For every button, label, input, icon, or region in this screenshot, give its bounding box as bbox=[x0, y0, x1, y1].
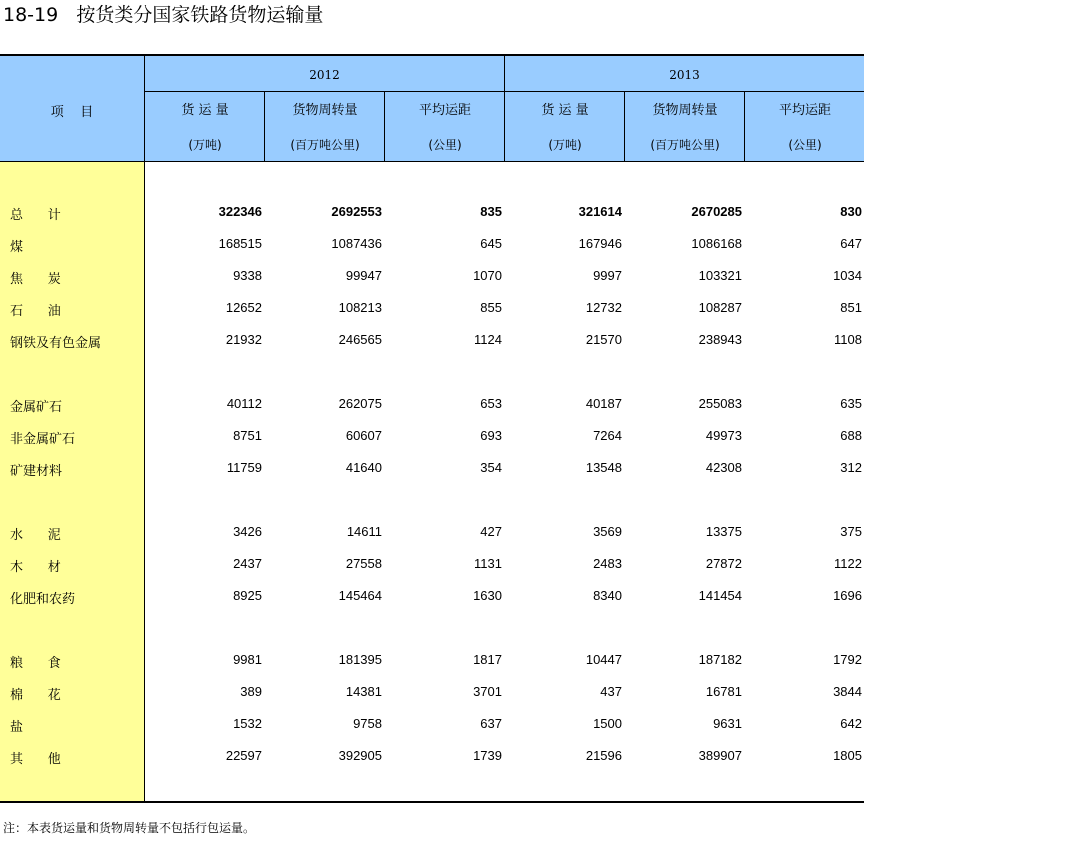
table-row bbox=[0, 748, 864, 768]
table-cell: 8340 bbox=[593, 588, 622, 603]
table-cell: 2437 bbox=[233, 556, 262, 571]
table-cell: 1532 bbox=[233, 716, 262, 731]
column-unit: (万吨) bbox=[188, 138, 222, 152]
table-row bbox=[0, 524, 864, 544]
table-cell: 1087436 bbox=[331, 236, 382, 251]
table-cell: 321614 bbox=[578, 204, 622, 219]
table-cell: 167946 bbox=[578, 236, 622, 251]
table-row bbox=[0, 716, 864, 736]
table-row bbox=[0, 428, 864, 448]
page-title: 18-19 按货类分国家铁路货物运输量 bbox=[3, 4, 324, 26]
table-cell: 108213 bbox=[338, 300, 382, 315]
table-cell: 9338 bbox=[233, 268, 262, 283]
row-label: 钢铁及有色金属 bbox=[10, 336, 102, 351]
table-cell: 645 bbox=[480, 236, 502, 251]
table-cell: 42308 bbox=[705, 460, 742, 475]
table-row bbox=[0, 204, 864, 224]
table-cell: 27872 bbox=[705, 556, 742, 571]
table-cell: 392905 bbox=[338, 748, 382, 763]
table-cell: 1108 bbox=[834, 332, 862, 347]
table-cell: 1086168 bbox=[691, 236, 742, 251]
table-cell: 99947 bbox=[345, 268, 382, 283]
table-cell: 1034 bbox=[833, 268, 862, 283]
table-cell: 21570 bbox=[585, 332, 622, 347]
year-header-2013: 2013 bbox=[669, 68, 700, 82]
table-cell: 9997 bbox=[593, 268, 622, 283]
table-cell: 389907 bbox=[698, 748, 742, 763]
table-cell: 642 bbox=[840, 716, 862, 731]
table-cell: 187182 bbox=[698, 652, 742, 667]
table-cell: 647 bbox=[840, 236, 862, 251]
table-cell: 653 bbox=[480, 396, 502, 411]
column-header-freight-turnover: 货物周转量 bbox=[292, 103, 358, 118]
column-unit: (百万吨公里) bbox=[290, 138, 360, 152]
table-cell: 1122 bbox=[834, 556, 862, 571]
table-cell: 9758 bbox=[353, 716, 382, 731]
table-cell: 855 bbox=[480, 300, 502, 315]
table-cell: 16781 bbox=[705, 684, 742, 699]
table-row bbox=[0, 268, 864, 288]
table-row bbox=[0, 652, 864, 672]
data-table bbox=[0, 54, 864, 804]
column-header-average-distance: 平均运距 bbox=[418, 103, 471, 118]
table-cell: 1817 bbox=[473, 652, 502, 667]
table-cell: 3844 bbox=[833, 684, 862, 699]
table-cell: 141454 bbox=[698, 588, 742, 603]
table-cell: 437 bbox=[600, 684, 622, 699]
table-cell: 1792 bbox=[833, 652, 862, 667]
row-label: 金属矿石 bbox=[10, 400, 63, 415]
table-cell: 635 bbox=[840, 396, 862, 411]
table-bottom-rule bbox=[0, 801, 864, 803]
table-note: 注：本表货运量和货物周转量不包括行包运量。 bbox=[3, 821, 256, 835]
table-cell: 14611 bbox=[346, 524, 382, 539]
table-cell: 7264 bbox=[593, 428, 622, 443]
row-label: 非金属矿石 bbox=[10, 432, 76, 447]
table-cell: 427 bbox=[480, 524, 502, 539]
table-row bbox=[0, 460, 864, 480]
table-cell: 1739 bbox=[473, 748, 502, 763]
table-cell: 8751 bbox=[233, 428, 262, 443]
table-cell: 12732 bbox=[585, 300, 622, 315]
table-cell: 12652 bbox=[225, 300, 262, 315]
row-label: 煤 bbox=[10, 240, 24, 255]
table-cell: 3426 bbox=[233, 524, 262, 539]
table-cell: 354 bbox=[480, 460, 502, 475]
table-cell: 1124 bbox=[474, 332, 502, 347]
table-cell: 2670285 bbox=[691, 204, 742, 219]
row-label: 矿建材料 bbox=[10, 464, 63, 479]
row-label: 盐 bbox=[10, 720, 24, 735]
table-cell: 255083 bbox=[698, 396, 742, 411]
table-cell: 3569 bbox=[593, 524, 622, 539]
table-cell: 60607 bbox=[345, 428, 382, 443]
table-cell: 168515 bbox=[218, 236, 262, 251]
table-cell: 9631 bbox=[713, 716, 742, 731]
column-header-freight-volume: 货 运 量 bbox=[181, 103, 229, 118]
table-cell: 322346 bbox=[218, 204, 262, 219]
table-cell: 103321 bbox=[698, 268, 742, 283]
year-header-2012: 2012 bbox=[309, 68, 340, 82]
table-row bbox=[0, 396, 864, 416]
table-row bbox=[0, 556, 864, 576]
column-unit: (万吨) bbox=[548, 138, 582, 152]
table-cell: 2692553 bbox=[331, 204, 382, 219]
table-cell: 108287 bbox=[698, 300, 742, 315]
row-label: 木 材 bbox=[10, 560, 61, 575]
table-cell: 11759 bbox=[226, 460, 262, 475]
row-label: 棉 花 bbox=[10, 688, 61, 703]
table-cell: 1131 bbox=[474, 556, 502, 571]
table-row bbox=[0, 332, 864, 352]
table-cell: 312 bbox=[840, 460, 862, 475]
table-header bbox=[145, 56, 864, 162]
table-cell: 1070 bbox=[473, 268, 502, 283]
column-unit: (百万吨公里) bbox=[650, 138, 720, 152]
table-cell: 40187 bbox=[585, 396, 622, 411]
column-header-freight-volume: 货 运 量 bbox=[541, 103, 589, 118]
table-cell: 238943 bbox=[698, 332, 742, 347]
table-cell: 1696 bbox=[833, 588, 862, 603]
row-label: 总 计 bbox=[10, 208, 61, 223]
row-label: 化肥和农药 bbox=[10, 592, 76, 607]
row-label: 石 油 bbox=[10, 304, 61, 319]
table-cell: 10447 bbox=[585, 652, 622, 667]
table-cell: 21932 bbox=[225, 332, 262, 347]
table-cell: 375 bbox=[840, 524, 862, 539]
column-unit: (公里) bbox=[788, 138, 822, 152]
row-label: 焦 炭 bbox=[10, 272, 61, 287]
table-cell: 27558 bbox=[345, 556, 382, 571]
table-cell: 693 bbox=[480, 428, 502, 443]
row-label: 粮 食 bbox=[10, 656, 61, 671]
table-cell: 40112 bbox=[226, 396, 262, 411]
column-unit: (公里) bbox=[428, 138, 462, 152]
table-cell: 21596 bbox=[585, 748, 622, 763]
table-cell: 246565 bbox=[338, 332, 382, 347]
table-row bbox=[0, 236, 864, 256]
table-row bbox=[0, 588, 864, 608]
table-cell: 14381 bbox=[345, 684, 382, 699]
table-top-rule bbox=[0, 54, 864, 56]
table-cell: 1805 bbox=[833, 748, 862, 763]
table-row bbox=[0, 684, 864, 704]
table-cell: 13548 bbox=[585, 460, 622, 475]
table-cell: 851 bbox=[840, 300, 862, 315]
table-cell: 22597 bbox=[225, 748, 262, 763]
table-cell: 835 bbox=[480, 204, 502, 219]
table-cell: 2483 bbox=[593, 556, 622, 571]
table-cell: 3701 bbox=[473, 684, 502, 699]
table-cell: 41640 bbox=[345, 460, 382, 475]
item-header-cell bbox=[0, 56, 144, 162]
column-header-freight-turnover: 货物周转量 bbox=[652, 103, 718, 118]
row-label: 其 他 bbox=[10, 752, 61, 767]
table-cell: 13375 bbox=[705, 524, 742, 539]
table-cell: 637 bbox=[480, 716, 502, 731]
table-cell: 49973 bbox=[705, 428, 742, 443]
table-cell: 8925 bbox=[233, 588, 262, 603]
item-header-label: 项 目 bbox=[50, 105, 94, 120]
table-row bbox=[0, 300, 864, 320]
table-cell: 688 bbox=[840, 428, 862, 443]
table-cell: 389 bbox=[240, 684, 262, 699]
row-label: 水 泥 bbox=[10, 528, 61, 543]
column-header-average-distance: 平均运距 bbox=[778, 103, 831, 118]
table-cell: 1630 bbox=[473, 588, 502, 603]
table-cell: 9981 bbox=[233, 652, 262, 667]
table-cell: 145464 bbox=[338, 588, 382, 603]
table-cell: 1500 bbox=[593, 716, 622, 731]
table-cell: 262075 bbox=[338, 396, 382, 411]
table-cell: 181395 bbox=[338, 652, 382, 667]
table-cell: 830 bbox=[840, 204, 862, 219]
